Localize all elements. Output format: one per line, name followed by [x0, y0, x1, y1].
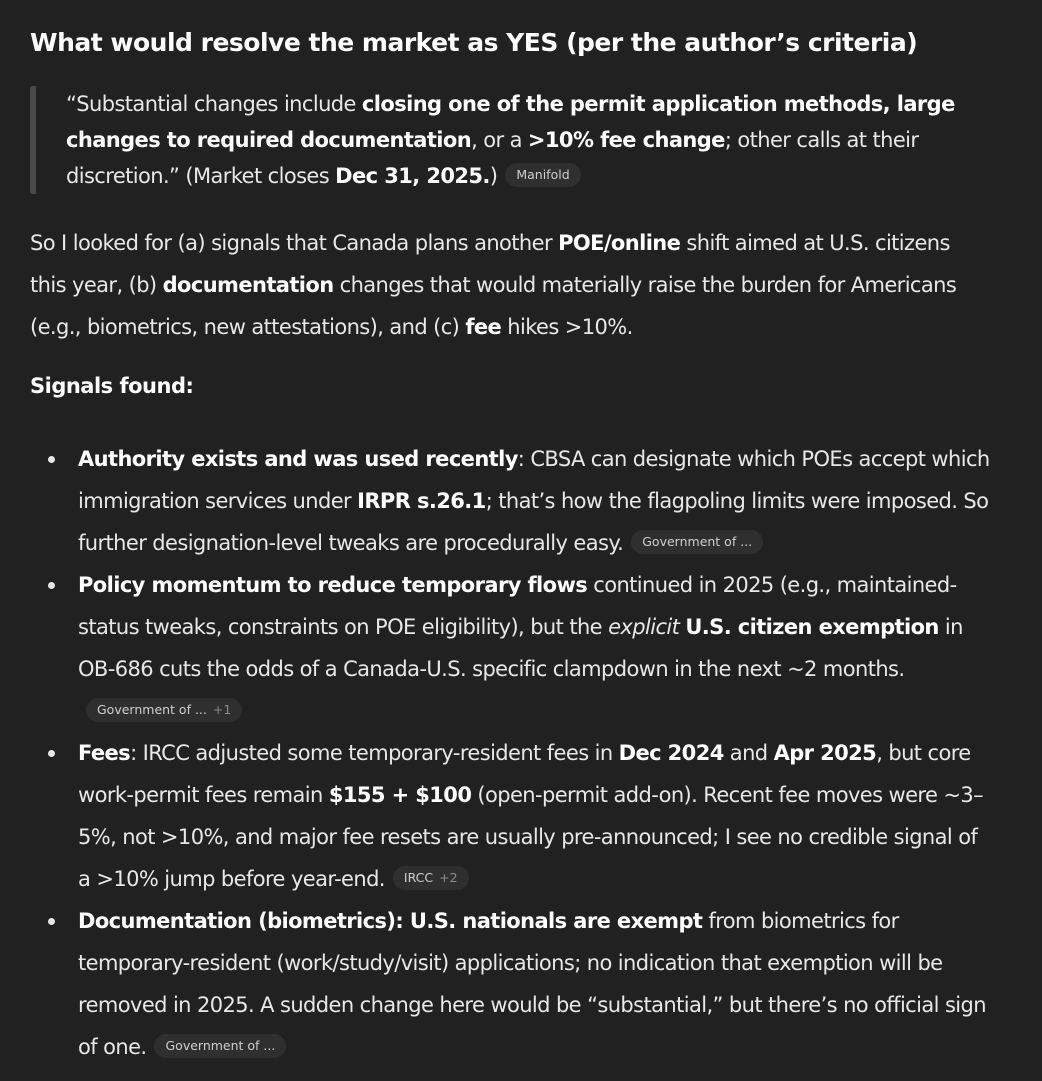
quote-text: “Substantial changes include — [66, 92, 362, 116]
list-item — [78, 438, 990, 564]
quote-bold-date: Dec 31, 2025. — [335, 164, 490, 188]
intro-text: hikes >10%. — [501, 315, 633, 339]
item-italic: explicit — [608, 615, 680, 639]
signals-heading: Signals found: — [30, 374, 194, 398]
bullet-icon — [48, 750, 55, 757]
quote-bold: >10% fee change — [527, 128, 725, 152]
intro-bold: documentation — [162, 273, 334, 297]
source-citation[interactable] — [393, 866, 469, 890]
citation-label: IRCC — [403, 870, 434, 885]
item-bold: Documentation (biometrics): U.S. nationals are exempt — [78, 909, 703, 933]
citation-count: +2 — [439, 870, 458, 885]
source-citation[interactable] — [154, 1034, 286, 1058]
item-text: : CBSA can designate which POEs accept which immigration services under — [78, 447, 990, 513]
item-bold: Authority exists and was used recently — [78, 447, 518, 471]
item-text: ; that’s how the flagpoling limits were imposed. So further designation-level tweaks are procedurally easy. — [78, 489, 989, 555]
bullet-icon — [48, 918, 55, 925]
bullet-icon — [48, 456, 55, 463]
citation-label: Manifold — [516, 167, 570, 182]
section-heading: What would resolve the market as YES (per the author’s criteria) — [30, 28, 918, 57]
source-citation[interactable] — [86, 698, 242, 722]
item-bold: Fees — [78, 741, 131, 765]
source-citation-manifold[interactable] — [505, 163, 580, 187]
intro-bold: POE/online — [558, 231, 681, 255]
item-text: from biometrics for temporary-resident (work/study/visit) applications; no indication that exemption will be removed in 2025. A sudden change here would be “substantial,” but there’s no official sign of one. — [78, 909, 986, 1059]
intro-text: changes that would materially raise the burden for Americans (e.g., biometrics, new attestations), and (c) — [30, 273, 957, 339]
quote-text: , or a — [471, 128, 528, 152]
signals-list — [30, 438, 990, 1068]
item-bold: U.S. citizen exemption — [685, 615, 939, 639]
source-citation[interactable] — [631, 530, 763, 554]
item-text: in OB-686 cuts the odds of a Canada-U.S. specific clampdown in the next ~2 months. — [78, 615, 963, 681]
citation-count: +1 — [212, 702, 232, 717]
item-text: continued in 2025 (e.g., maintained-status tweaks, constraints on POE eligibility), but the — [78, 573, 957, 639]
quote-text: ) — [489, 164, 498, 188]
criteria-blockquote — [30, 86, 990, 194]
item-bold: Apr 2025 — [773, 741, 877, 765]
item-bold: Dec 2024 — [618, 741, 724, 765]
intro-text: So I looked for (a) signals that Canada plans another — [30, 231, 559, 255]
item-bold: $155 + $100 — [328, 783, 472, 807]
item-text: : IRCC adjusted some temporary-resident fees in — [130, 741, 619, 765]
list-item — [78, 900, 990, 1068]
intro-paragraph — [30, 222, 990, 348]
citation-label: Government of ... — [642, 534, 753, 549]
bullet-icon — [48, 582, 55, 589]
quote-bold: closing one of the permit application methods, large changes to required documentation — [66, 92, 955, 152]
item-text: (open-permit add-on). Recent fee moves were ~3–5%, not >10%, and major fee resets are usually pre-announced; I see no credible signal of a >10% jump before year-end. — [78, 783, 984, 891]
quote-text: ; other calls at their discretion.” (Market closes — [66, 128, 919, 188]
item-text: , but core work-permit fees remain — [78, 741, 971, 807]
list-item — [78, 564, 990, 732]
item-bold: Policy momentum to reduce temporary flows — [78, 573, 588, 597]
citation-label: Government of ... — [165, 1038, 276, 1053]
item-text: and — [723, 741, 774, 765]
intro-text: shift aimed at U.S. citizens this year, (b) — [30, 231, 950, 297]
item-bold: IRPR s.26.1 — [357, 489, 486, 513]
citation-label: Government of ... — [97, 702, 207, 717]
list-item — [78, 732, 990, 900]
intro-bold: fee — [465, 315, 502, 339]
